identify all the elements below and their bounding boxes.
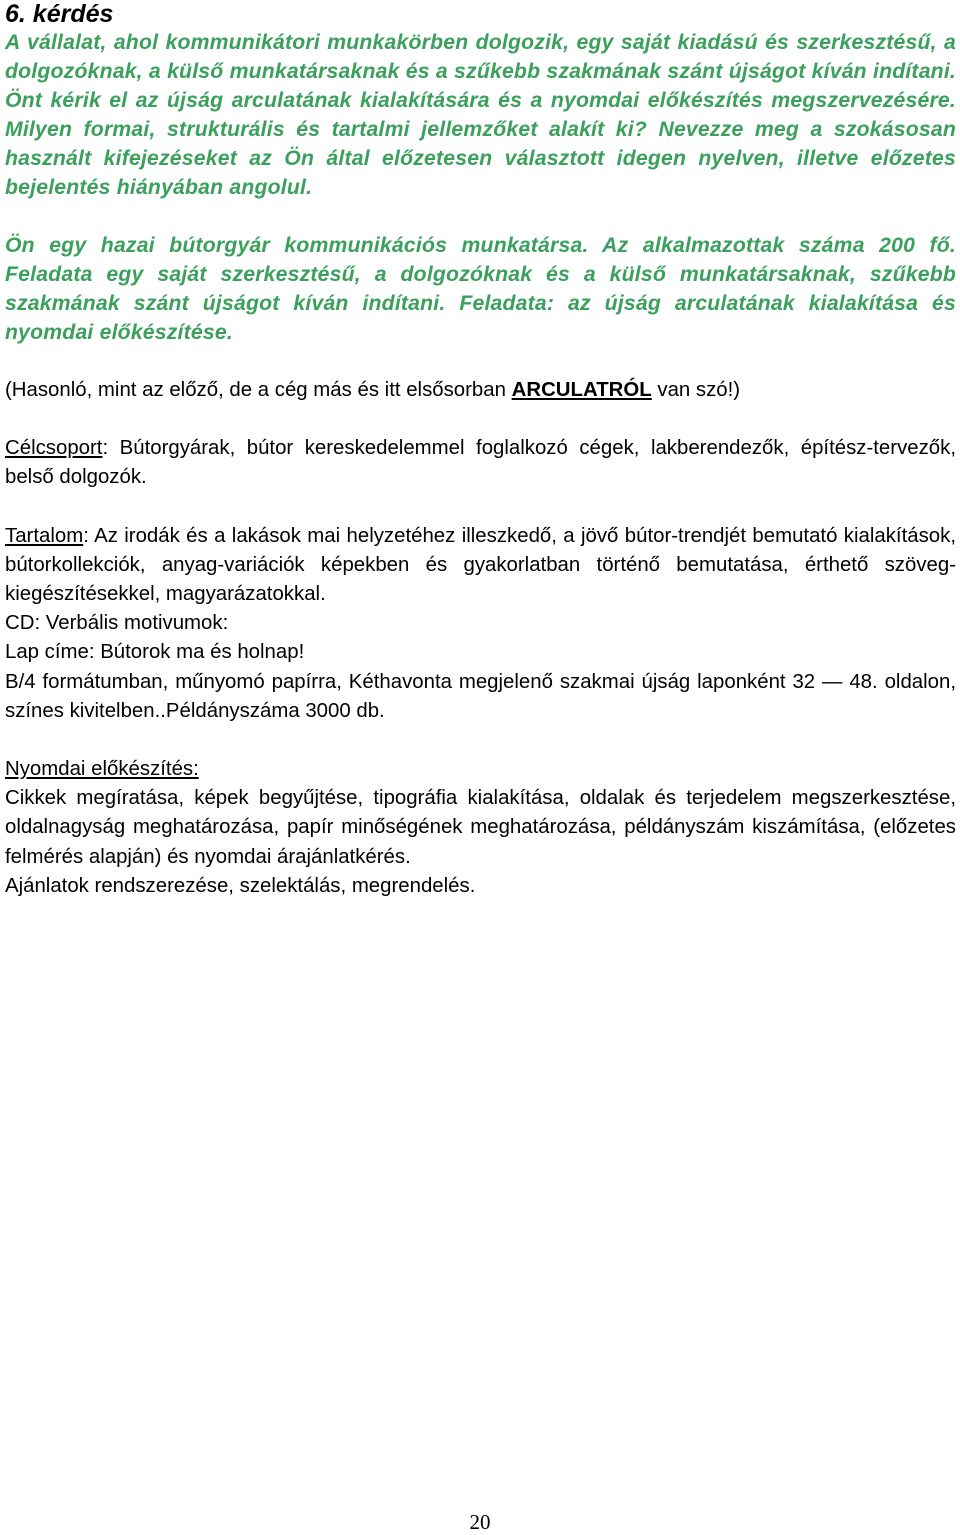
content-line: Lap címe: Bútorok ma és holnap! — [5, 641, 305, 664]
note-emphasis: ARCULATRÓL — [511, 379, 652, 401]
target-group-text: : Bútorgyárak, bútor kereskedelemmel foglalkozó cégek, lakberendezők, építész-tervezők, belső dolgozók. — [5, 437, 956, 489]
target-group-label: Célcsoport — [5, 437, 103, 460]
note-after: van szó!) — [651, 379, 741, 401]
question-paragraph: A vállalat, ahol kommunikátori munkakörben dolgozik, egy saját kiadású és szerkesztésű, a dolgozóknak, a külső munkatársaknak és a szűkebb szakmának szánt újságot kíván indítani. Önt kérik el az újság arculatának kialakítására és a nyomdai előkészítés megszervezésére. Milyen formai, strukturális és tartalmi jellemzőket alakít ki? Nevezze meg a szokásosan használt kifejezéseket az Ön által előzetesen választott idegen nyelven, illetve előzetes bejelentés hiányában angolul. — [5, 31, 956, 199]
printing-heading — [5, 755, 956, 784]
note-paragraph — [5, 376, 956, 405]
note-before: (Hasonló, mint az előző, de a cég más és itt elsősorban — [5, 379, 512, 401]
content-text: : Az irodák és a lakások mai helyzetéhez illeszkedő, a jövő bútor-trendjét bemutató kialakítások, bútorkollekciók, anyag-variációk képekben és gyakorlatban történő bemutatása, érthető szöveg-kiegészítésekkel, magyarázatokkal. — [5, 524, 956, 606]
printing-extra: Ajánlatok rendszerezése, szelektálás, megrendelés. — [5, 874, 476, 897]
printing-text: Cikkek megíratása, képek begyűjtése, tipográfia kialakítása, oldalak és terjedelem megszerkesztése, oldalnagyság meghatározása, papír minőségének meghatározása, példányszám kiszámítása, (előzetes felmérés alapján) és nyomdai árajánlatkérés. — [5, 787, 956, 868]
content-label: Tartalom — [5, 524, 84, 547]
scenario-paragraph: Ön egy hazai bútorgyár kommunikációs munkatársa. Az alkalmazottak száma 200 fő. Feladata egy saját szerkesztésű, a dolgozóknak és a külső munkatársaknak, szűkebb szakmának szánt újságot kíván indítani. Feladata: az újság arculatának kialakítása és nyomdai előkészítése. — [5, 234, 956, 344]
content-line: B/4 formátumban, műnyomó papírra, Kéthavonta megjelenő szakmai újság laponként 32 — 48. oldalon, színes kivitelben..Példányszáma 3000 db. — [5, 670, 956, 722]
target-group-paragraph — [5, 434, 956, 492]
content-line: CD: Verbális motivumok: — [5, 612, 229, 635]
printing-label: Nyomdai előkészítés: — [5, 758, 199, 781]
page-number: 20 — [469, 1510, 491, 1534]
content-paragraph — [5, 522, 956, 610]
page-title: 6. kérdés — [5, 0, 114, 28]
document-page — [5, 0, 956, 901]
